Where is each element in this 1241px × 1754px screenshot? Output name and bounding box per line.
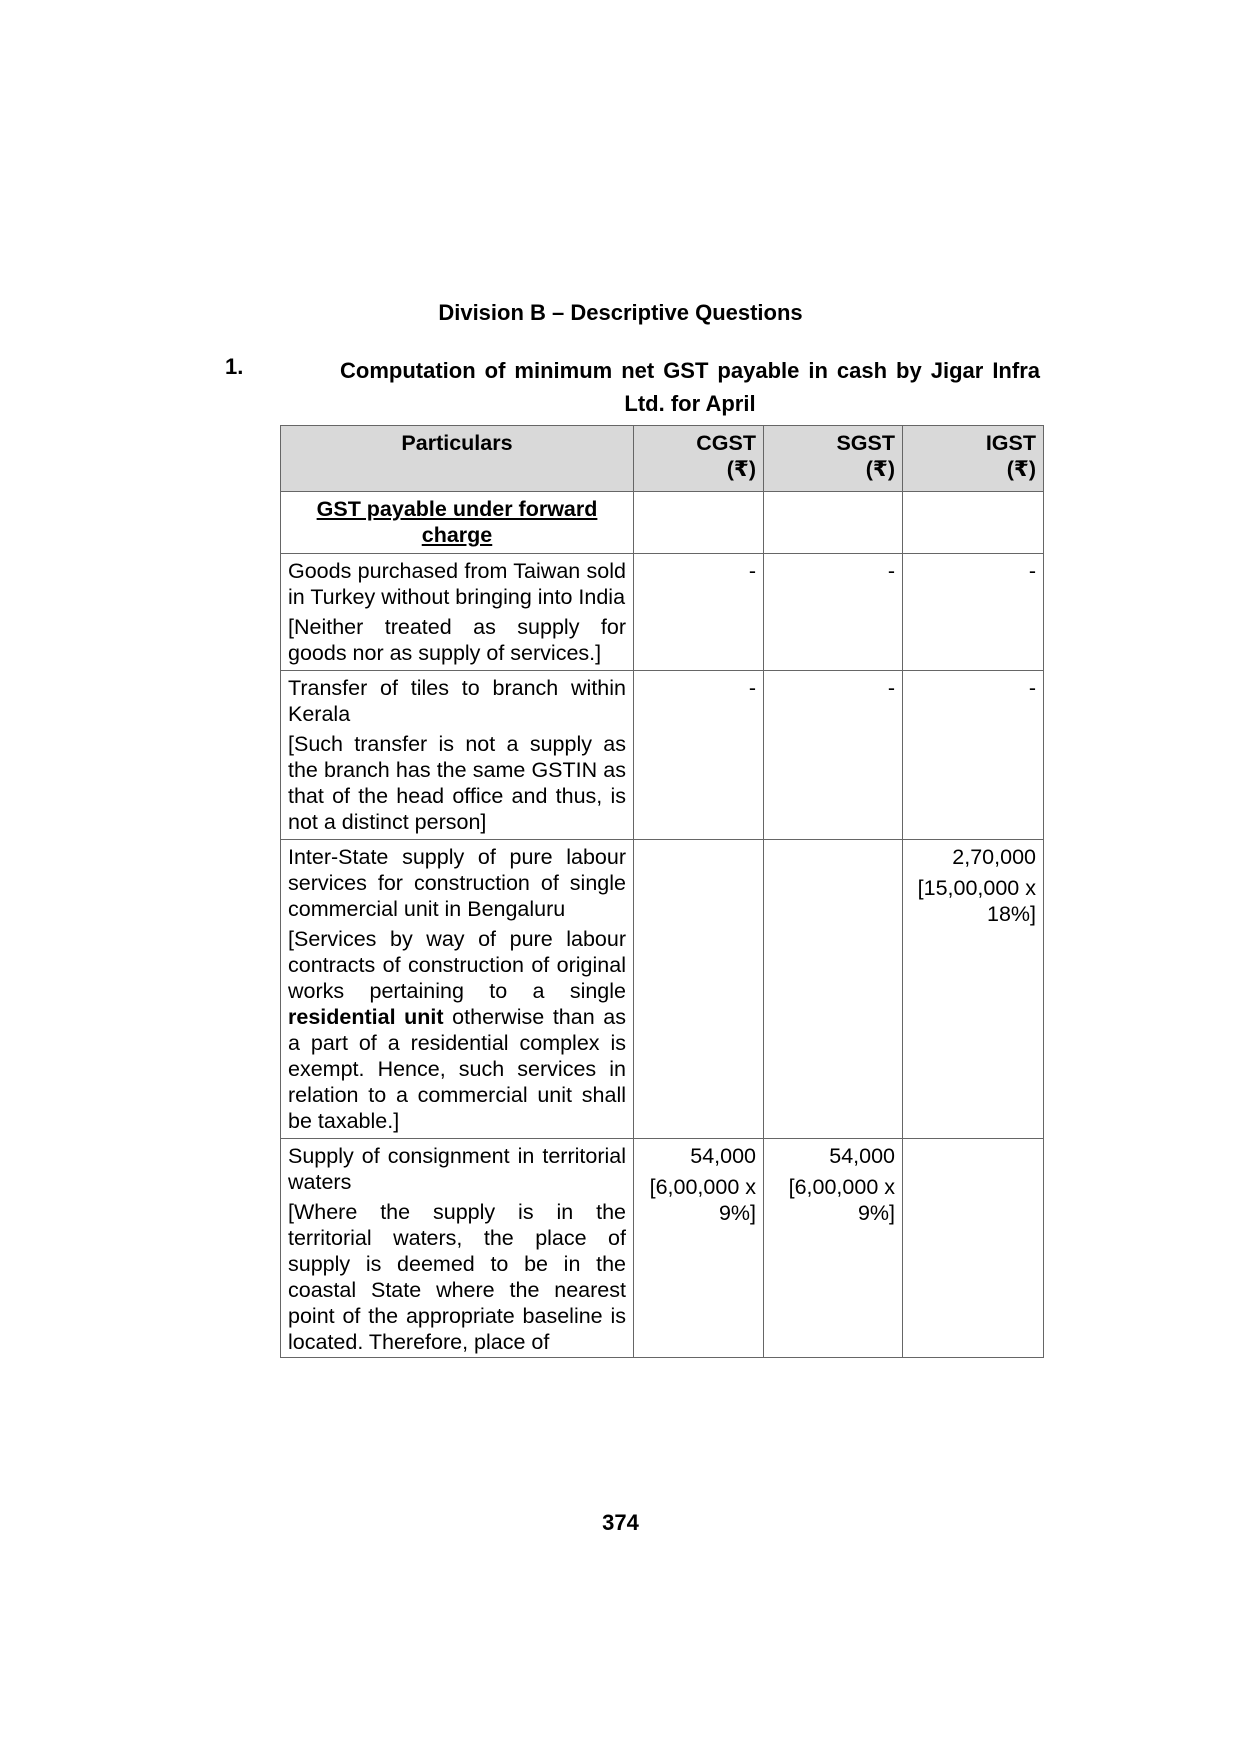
header-sgst bbox=[764, 426, 903, 492]
row-cgst: - bbox=[634, 554, 764, 671]
header-particulars: Particulars bbox=[281, 426, 634, 492]
row-cgst-calc: [6,00,000 x 9%] bbox=[649, 1175, 756, 1225]
row-igst bbox=[903, 1139, 1044, 1358]
table-row bbox=[281, 671, 1044, 840]
row-note: [Where the supply is in the territorial waters, the place of supply is deemed to be in the coastal State where the nearest point of the appropriate baseline is located. Therefore, place of bbox=[288, 1200, 626, 1354]
row-sgst: - bbox=[764, 554, 903, 671]
row-cgst bbox=[634, 840, 764, 1139]
header-igst bbox=[903, 426, 1044, 492]
row-particulars bbox=[281, 671, 634, 840]
table-row bbox=[281, 1139, 1044, 1358]
header-cgst-label: CGST bbox=[696, 431, 756, 455]
page-number: 374 bbox=[602, 1510, 639, 1535]
row-igst-calc: [15,00,000 x 18%] bbox=[917, 876, 1036, 926]
row-sgst-calc: [6,00,000 x 9%] bbox=[788, 1175, 895, 1225]
row-sgst: - bbox=[764, 671, 903, 840]
header-sgst-unit: (₹) bbox=[865, 457, 895, 481]
row-note-bold: residential unit bbox=[288, 1005, 444, 1029]
division-heading: Division B – Descriptive Questions bbox=[438, 300, 803, 325]
header-igst-label: IGST bbox=[985, 431, 1036, 455]
row-note bbox=[288, 926, 626, 1134]
header-cgst bbox=[634, 426, 764, 492]
section-heading: GST payable under forward charge bbox=[316, 497, 598, 547]
table-row bbox=[281, 840, 1044, 1139]
row-particulars bbox=[281, 554, 634, 671]
row-item: Inter-State supply of pure labour services for construction of single commercial unit in Bengaluru bbox=[288, 845, 626, 921]
row-note: [Neither treated as supply for goods nor as supply of services.] bbox=[288, 615, 626, 665]
question-title: Computation of minimum net GST payable in cash by Jigar Infra Ltd. for April bbox=[340, 358, 1040, 416]
header-igst-unit: (₹) bbox=[1006, 457, 1036, 481]
row-particulars bbox=[281, 1139, 634, 1358]
row-sgst bbox=[764, 840, 903, 1139]
question-number: 1. bbox=[225, 354, 244, 379]
header-cgst-unit: (₹) bbox=[726, 457, 756, 481]
row-particulars bbox=[281, 840, 634, 1139]
section-row bbox=[281, 492, 1044, 554]
row-note-start: [Services by way of pure labour contracts of construction of original works pertaining to a single bbox=[288, 927, 626, 1003]
section-heading-cell bbox=[281, 492, 634, 554]
row-note: [Such transfer is not a supply as the branch has the same GSTIN as that of the head office and thus, is not a distinct person] bbox=[288, 732, 626, 834]
row-igst bbox=[903, 840, 1044, 1139]
row-igst: - bbox=[903, 554, 1044, 671]
row-sgst-amount: 54,000 bbox=[829, 1144, 895, 1168]
row-cgst-amount: 54,000 bbox=[690, 1144, 756, 1168]
row-item: Transfer of tiles to branch within Kerala bbox=[288, 676, 626, 726]
row-igst-amount: 2,70,000 bbox=[952, 845, 1036, 869]
gst-computation-table bbox=[280, 425, 1044, 1358]
row-cgst: - bbox=[634, 671, 764, 840]
table-row bbox=[281, 554, 1044, 671]
row-igst: - bbox=[903, 671, 1044, 840]
row-item: Supply of consignment in territorial waters bbox=[288, 1144, 626, 1194]
row-cgst bbox=[634, 1139, 764, 1358]
header-sgst-label: SGST bbox=[836, 431, 895, 455]
row-note-end: otherwise than as a part of a residential complex is exempt. Hence, such services in relation to a commercial unit shall be taxable.] bbox=[288, 1005, 626, 1133]
row-sgst bbox=[764, 1139, 903, 1358]
row-item: Goods purchased from Taiwan sold in Turkey without bringing into India bbox=[288, 559, 626, 609]
table-header-row bbox=[281, 426, 1044, 492]
